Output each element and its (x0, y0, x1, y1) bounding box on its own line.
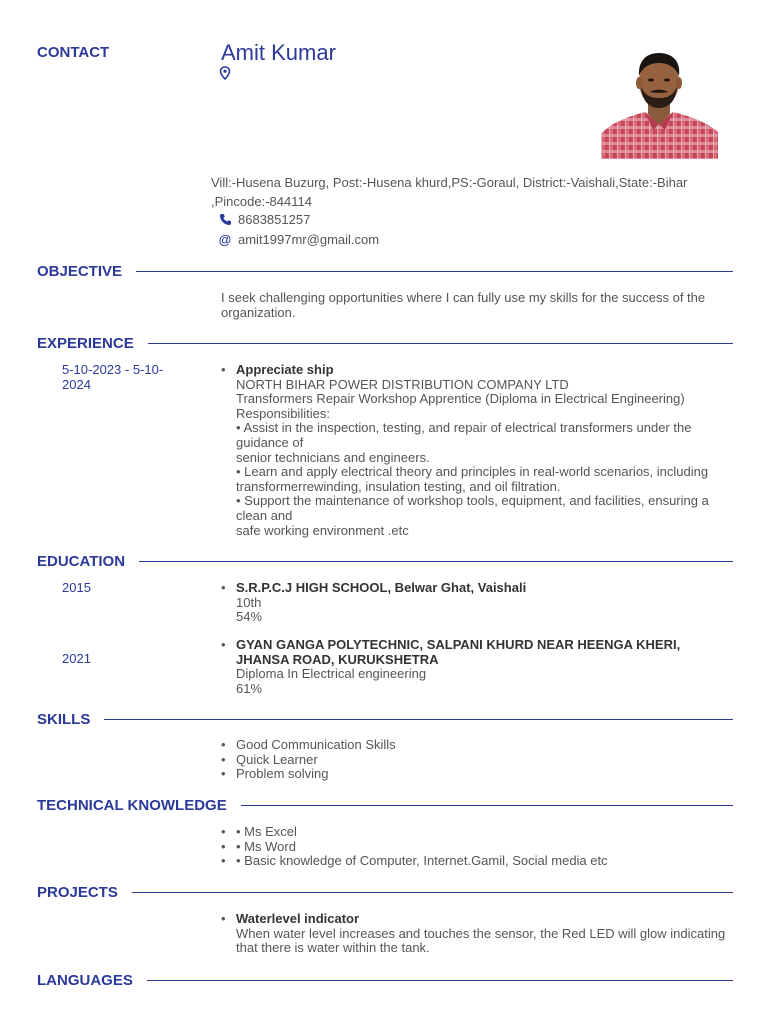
course-name: 10th (236, 594, 262, 610)
list-item (221, 581, 733, 625)
project-name: • Waterlevel indicator (236, 911, 360, 926)
list-item: • Good Communication Skills (221, 738, 733, 753)
experience-line: • Assist in the inspection, testing, and repair of electrical transformers under the guidance of (236, 420, 692, 450)
experience-role: • Appreciate ship (236, 362, 334, 377)
score: 61% (236, 680, 263, 696)
section-title: SKILLS (37, 710, 91, 728)
contact-heading: CONTACT (37, 44, 110, 61)
projects-section-header (37, 883, 733, 901)
section-divider (147, 980, 733, 981)
technical-section-header (37, 796, 733, 814)
experience-line: Responsibilities: (236, 405, 330, 421)
experience-line: • Learn and apply electrical theory and principles in real-world scenarios, including transformerrewinding, insulation testing, and oil filtration. (236, 464, 709, 494)
list-item: • • Ms Excel (221, 825, 733, 840)
skills-section-header (37, 710, 733, 728)
experience-line: Transformers Repair Workshop Apprentice (Diploma in Electrical Engineering) (236, 391, 685, 407)
project-description: When water level increases and touches the sensor, the Red LED will glow indicating that there is water within the tank. (236, 925, 726, 956)
section-title: PROJECTS (37, 883, 118, 901)
experience-date: 5-10-2023 - 5-10-2024 (62, 362, 164, 392)
school-name: • GYAN GANGA POLYTECHNIC, SALPANI KHURD NEAR HEENGA KHERI, JHANSA ROAD, KURUKSHETRA (236, 637, 681, 667)
section-divider (136, 271, 733, 272)
education-year: 2021 (62, 651, 91, 666)
languages-section-header (37, 971, 733, 989)
map-pin-icon (219, 66, 231, 80)
experience-line: • Support the maintenance of workshop tools, equipment, and facilities, ensuring a clean and (236, 493, 709, 523)
education-list (221, 638, 733, 696)
section-title: LANGUAGES (37, 971, 133, 989)
school-name: • S.R.P.C.J HIGH SCHOOL, Belwar Ghat, Vaishali (236, 580, 527, 595)
list-item: • • Ms Word (221, 840, 733, 855)
experience-list (221, 363, 733, 538)
education-year: 2015 (62, 580, 91, 595)
course-name: Diploma In Electrical engineering (236, 666, 427, 682)
technical-list (221, 825, 733, 869)
section-title: OBJECTIVE (37, 262, 123, 280)
list-item: • Problem solving (221, 767, 733, 782)
list-item: • • Basic knowledge of Computer, Internet.Gamil, Social media etc (221, 854, 733, 869)
education-section-header (37, 552, 733, 570)
objective-section-header (37, 262, 733, 280)
objective-text: I seek challenging opportunities where I can fully use my skills for the success of the organization. (221, 290, 706, 320)
profile-photo (601, 46, 718, 159)
at-sign-icon: @ (218, 231, 232, 247)
section-divider (104, 719, 733, 720)
email-line (217, 231, 379, 247)
projects-list (221, 912, 733, 956)
phone-icon (217, 211, 233, 227)
section-divider (132, 892, 733, 893)
experience-section-header (37, 334, 733, 352)
phone-number[interactable]: 8683851257 (238, 211, 311, 227)
experience-line: NORTH BIHAR POWER DISTRIBUTION COMPANY LTD (236, 376, 569, 392)
score: 54% (236, 609, 263, 625)
section-title: EXPERIENCE (37, 334, 134, 352)
section-divider (241, 805, 733, 806)
skills-list (221, 738, 733, 782)
list-item: • Quick Learner (221, 753, 733, 768)
section-title: EDUCATION (37, 552, 126, 570)
experience-line: safe working environment .etc (236, 522, 409, 538)
email-address[interactable]: amit1997mr@gmail.com (238, 231, 380, 247)
list-item (221, 912, 733, 956)
phone-line (217, 211, 310, 227)
section-title: TECHNICAL KNOWLEDGE (37, 796, 227, 814)
section-divider (139, 561, 733, 562)
candidate-name: Amit Kumar (221, 40, 336, 65)
list-item (221, 363, 733, 538)
address-text: Vill:-Husena Buzurg, Post:-Husena khurd,PS:-Goraul, District:-Vaishali,State:-Bihar ,Pincode:-844114 (211, 175, 688, 209)
education-list (221, 581, 733, 625)
list-item (221, 638, 733, 696)
section-divider (148, 343, 733, 344)
experience-line: senior technicians and engineers. (236, 449, 430, 465)
